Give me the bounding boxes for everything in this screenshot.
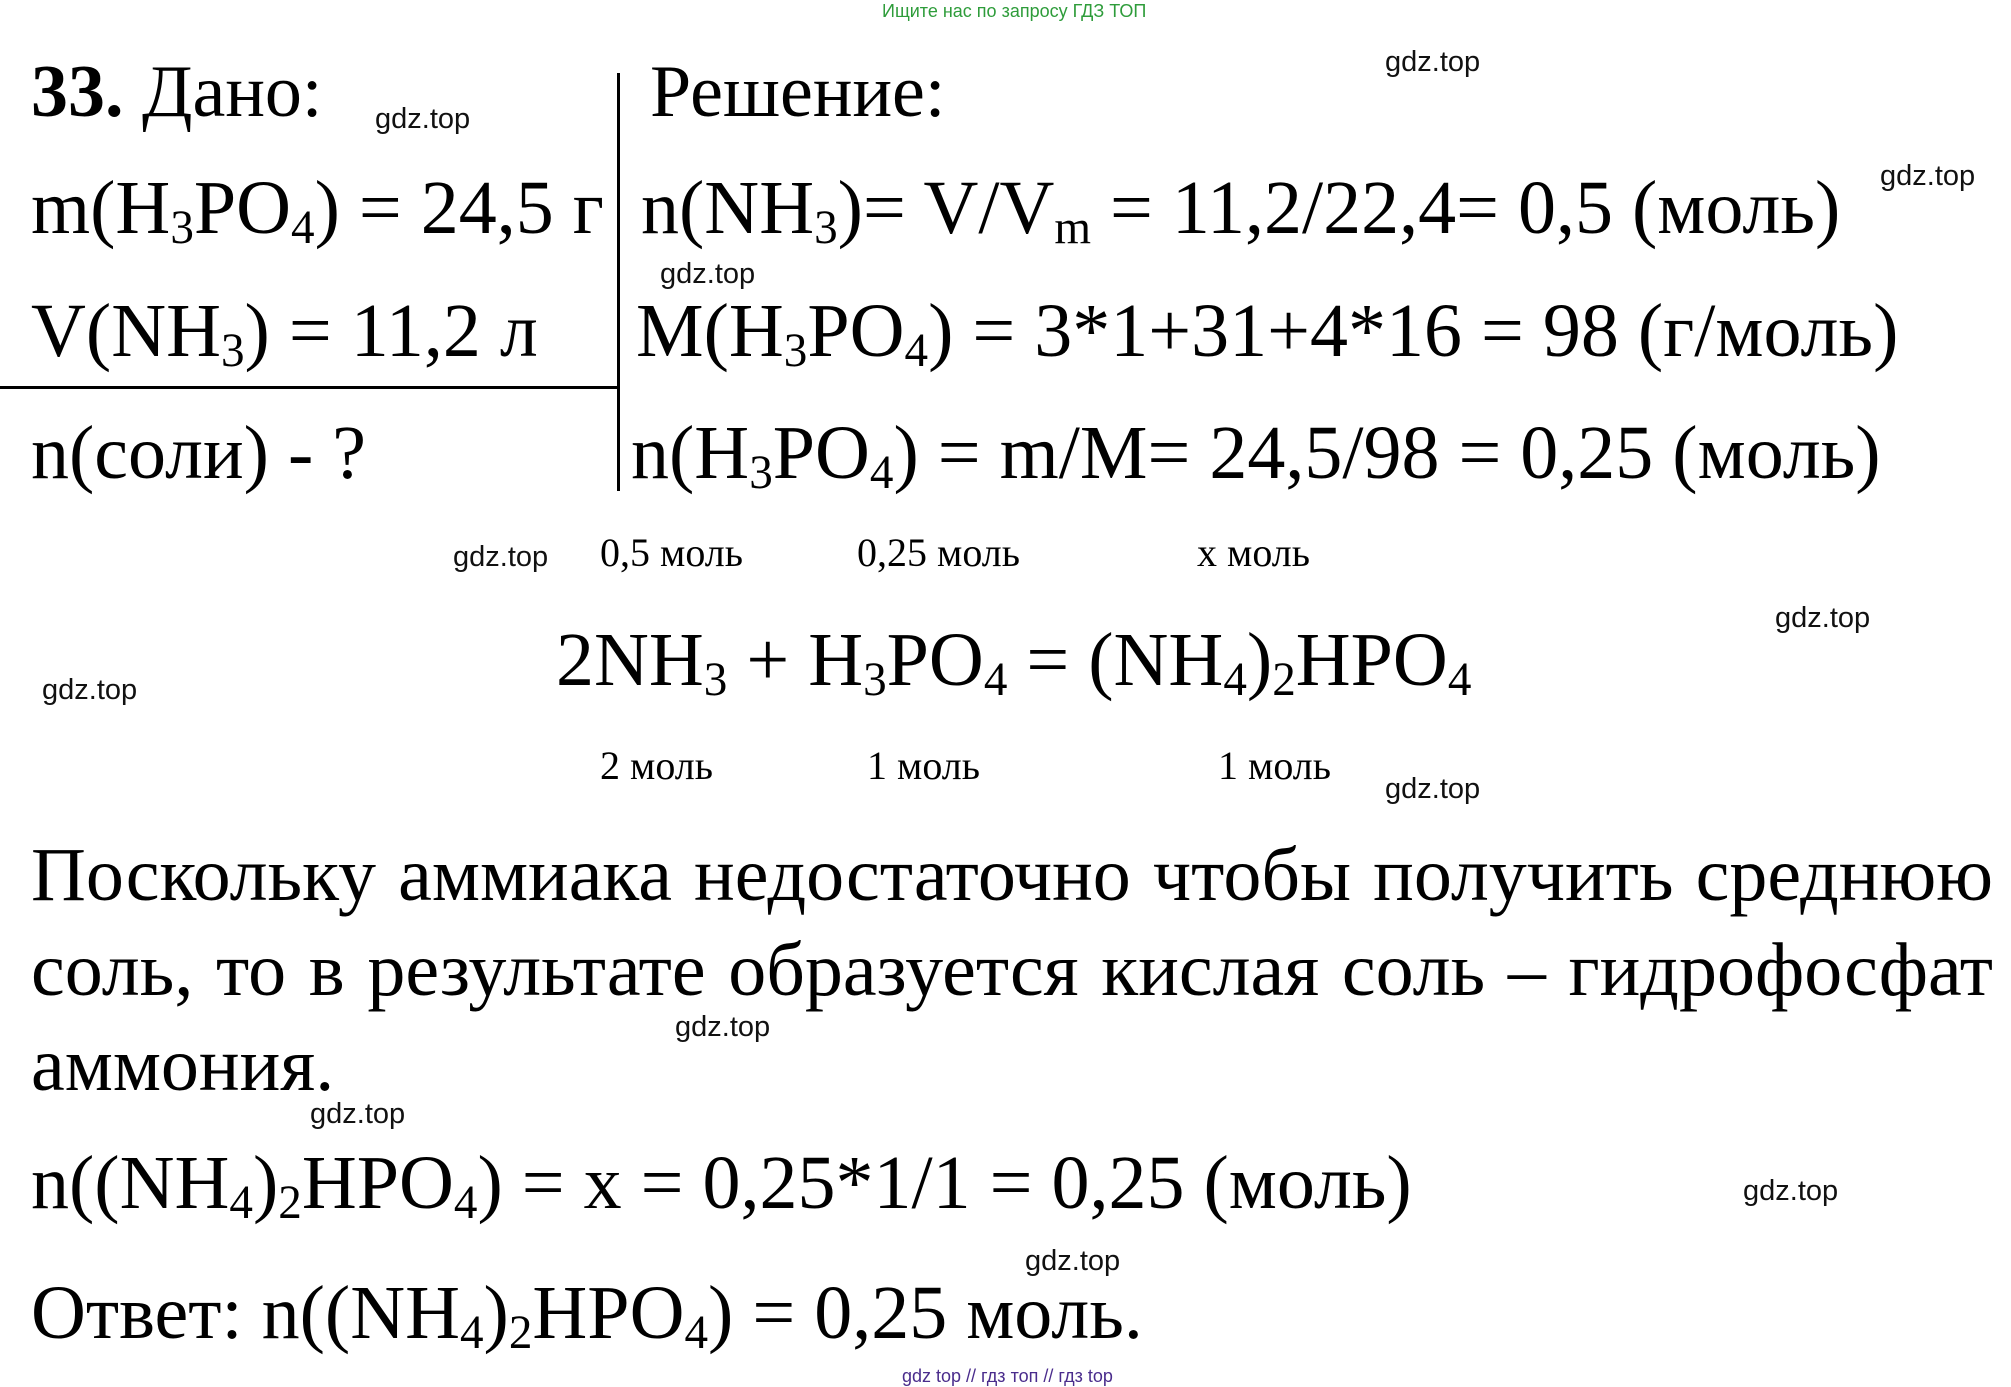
watermark: gdz.top (660, 258, 756, 290)
solution-line-molar-mass: M(H3PO4) = 3*1+31+4*16 = 98 (г/моль) (636, 289, 1899, 378)
given-divider-horizontal (0, 386, 617, 389)
reaction-below-nh3: 2 моль (600, 743, 713, 788)
watermark: gdz.top (1385, 773, 1481, 805)
reaction-below-salt: 1 моль (1218, 743, 1331, 788)
watermark: gdz.top (375, 103, 471, 135)
explanation-line: соль, то в результате образуется кислая соль – гидрофосфат (31, 928, 1993, 1012)
solution-line-moles-nh3: n(NH3)= V/Vm = 11,2/22,4= 0,5 (моль) (641, 166, 1841, 255)
watermark: gdz.top (1775, 602, 1871, 634)
given-find: n(соли) - ? (31, 411, 366, 495)
reaction-above-nh3: 0,5 моль (600, 530, 743, 575)
reaction-above-salt: х моль (1197, 530, 1310, 575)
reaction-below-acid: 1 моль (867, 743, 980, 788)
explanation-line: аммония. (31, 1023, 335, 1107)
given-mass: m(H3PO4) = 24,5 г (31, 166, 604, 255)
search-banner-link[interactable]: Ищите нас по запросу ГДЗ ТОП (882, 1, 1147, 21)
given-title: Дано: (142, 51, 323, 133)
calc-line: n((NH4)2HPO4) = х = 0,25*1/1 = 0,25 (моль) (31, 1141, 1412, 1230)
explanation-paragraph (31, 828, 1993, 1113)
watermark: gdz.top (310, 1098, 406, 1130)
watermark: gdz.top (675, 1011, 771, 1043)
watermark: gdz.top (1385, 46, 1481, 78)
reaction-equation: 2NH3 + H3PO4 = (NH4)2HPO4 (556, 618, 1472, 707)
problem-header (31, 51, 323, 133)
solution-line-moles-acid: n(H3PO4) = m/M= 24,5/98 = 0,25 (моль) (631, 411, 1881, 500)
problem-number: 33. (31, 51, 124, 133)
footer-links[interactable]: gdz top // гдз топ // гдз top (902, 1366, 1113, 1386)
given-divider-vertical (617, 73, 620, 491)
given-volume: V(NH3) = 11,2 л (31, 289, 538, 378)
explanation-line: Поскольку аммиака недостаточно чтобы получить среднюю (31, 833, 1993, 917)
watermark: gdz.top (1743, 1175, 1839, 1207)
watermark: gdz.top (453, 541, 549, 573)
answer-line: Ответ: n((NH4)2HPO4) = 0,25 моль. (31, 1271, 1143, 1360)
watermark: gdz.top (42, 674, 138, 706)
watermark: gdz.top (1880, 160, 1976, 192)
reaction-above-acid: 0,25 моль (857, 530, 1020, 575)
solution-title: Решение: (650, 51, 946, 133)
watermark: gdz.top (1025, 1245, 1121, 1277)
